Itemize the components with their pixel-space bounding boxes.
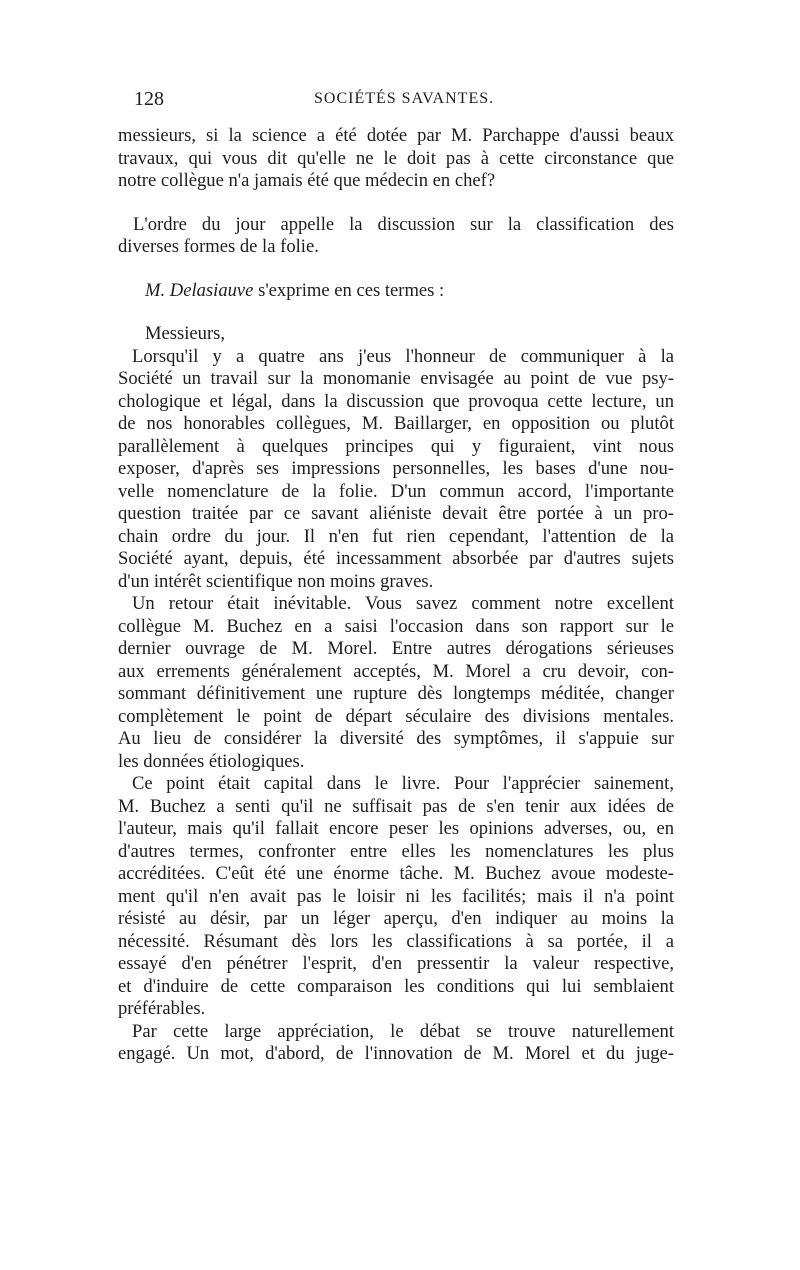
text-line: ment qu'il n'en avait pas le loisir ni les facilités; mais il n'a point xyxy=(118,885,674,907)
text-line: nécessité. Résumant dès lors les classifications à sa portée, il a xyxy=(118,930,674,952)
text-line: dernier ouvrage de M. Morel. Entre autres dérogations sérieuses xyxy=(118,638,674,659)
text-line: exposer, d'après ses impressions personnelles, les bases d'une nou- xyxy=(118,458,674,479)
text-line: et d'induire de cette comparaison les conditions qui lui semblaient xyxy=(118,975,674,997)
text-line: Société ayant, depuis, été incessamment absorbée par d'autres sujets xyxy=(118,548,674,569)
speaker-name: M. Delasiauve xyxy=(145,279,254,301)
text-line: d'un intérêt scientifique non moins graves. xyxy=(118,570,434,592)
text-line: sommant définitivement une rupture dès longtemps méditée, changer xyxy=(118,683,674,704)
text-line: de nos honorables collègues, M. Baillarger, en opposition ou plutôt xyxy=(118,413,674,434)
text-line: aux errements généralement acceptés, M. Morel a cru devoir, con- xyxy=(118,660,674,682)
text-line: notre collègue n'a jamais été que médecin en chef? xyxy=(118,170,496,191)
text-line: parallèlement à quelques principes qui y figuraient, vint nous xyxy=(118,435,674,457)
text-line: Ce point était capital dans le livre. Pour l'apprécier sainement, xyxy=(132,773,674,794)
text-line: Par cette large appréciation, le débat se trouve naturellement xyxy=(132,1020,674,1042)
body-text xyxy=(118,125,674,1066)
text-line: essayé d'en pénétrer l'esprit, d'en pressentir la valeur respective, xyxy=(118,953,674,974)
text-line: messieurs, si la science a été dotée par M. Parchappe d'aussi beaux xyxy=(118,125,674,146)
text-line: travaux, qui vous dit qu'elle ne le doit pas à cette circonstance que xyxy=(118,147,674,169)
text-line: préférables. xyxy=(118,998,206,1019)
text-line: Lorsqu'il y a quatre ans j'eus l'honneur de communiquer à la xyxy=(132,345,674,367)
text-line: engagé. Un mot, d'abord, de l'innovation de M. Morel et du juge- xyxy=(118,1043,674,1064)
text-line: L'ordre du jour appelle la discussion sur la classification des xyxy=(133,213,674,235)
text-line: résisté au désir, par un léger aperçu, d'en indiquer au moins la xyxy=(118,908,674,929)
text-line: complètement le point de départ séculaire des divisions mentales. xyxy=(118,705,674,727)
text-line: diverses formes de la folie. xyxy=(118,236,319,257)
text-line: accréditées. C'eût été une énorme tâche. M. Buchez avoue modeste- xyxy=(118,863,674,884)
text-line: les données étiologiques. xyxy=(118,750,305,772)
text-line: chain ordre du jour. Il n'en fut rien cependant, l'attention de la xyxy=(118,525,674,547)
text-line: velle nomenclature de la folie. D'un commun accord, l'importante xyxy=(118,480,674,502)
text-line: collègue M. Buchez en a saisi l'occasion dans son rapport sur le xyxy=(118,615,674,637)
text-line: chologique et légal, dans la discussion que provoqua cette lecture, un xyxy=(118,390,674,412)
salutation: Messieurs, xyxy=(145,323,226,344)
text-line: M. Buchez a senti qu'il ne suffisait pas de s'en tenir aux idées de xyxy=(118,795,674,817)
text-line: Au lieu de considérer la diversité des symptômes, il s'appuie sur xyxy=(118,728,674,749)
page-header xyxy=(134,88,674,118)
page-number: 128 xyxy=(134,88,164,110)
text-line: l'auteur, mais qu'il fallait encore peser les opinions adverses, ou, en xyxy=(118,818,674,839)
speaker-line xyxy=(118,280,674,303)
text-line: d'autres termes, confronter entre elles les nomenclatures les plus xyxy=(118,840,674,862)
text-line: Un retour était inévitable. Vous savez comment notre excellent xyxy=(132,593,674,614)
text-line: Société un travail sur la monomanie envisagée au point de vue psy- xyxy=(118,368,674,389)
running-title: SOCIÉTÉS SAVANTES. xyxy=(314,90,495,107)
speaker-intro: s'exprime en ces termes : xyxy=(253,279,445,301)
text-line: question traitée par ce savant aliéniste devait être portée à un pro- xyxy=(118,503,674,524)
